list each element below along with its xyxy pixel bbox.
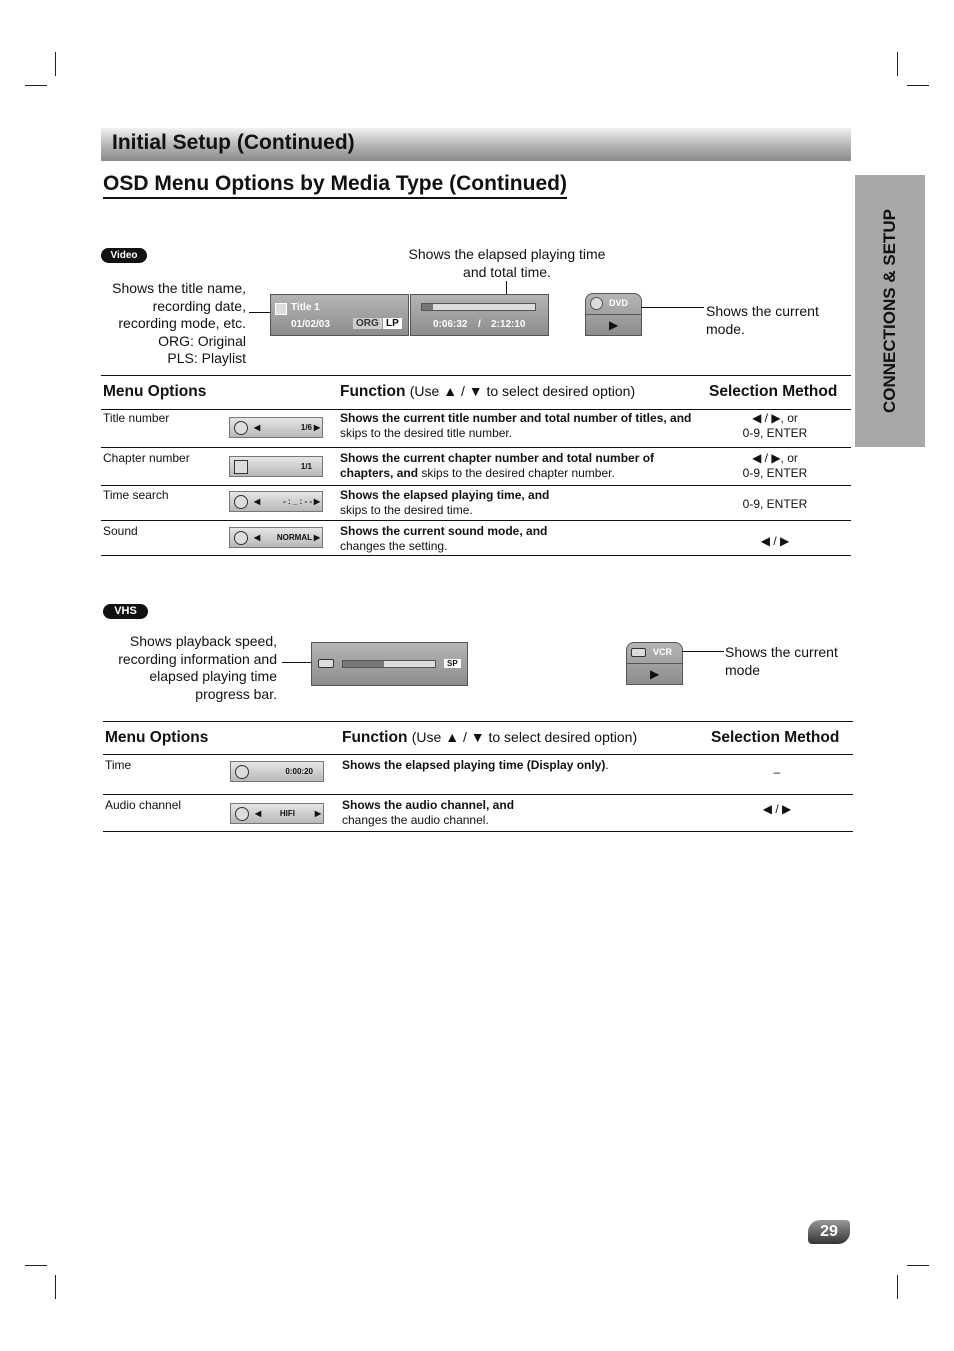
page-title: OSD Menu Options by Media Type (Continued)	[103, 172, 567, 199]
crop-mark	[25, 1265, 47, 1266]
selection-audio-channel	[717, 802, 837, 817]
note-line: Shows the current	[725, 644, 838, 660]
col-header-menu-options: Menu Options	[103, 383, 207, 400]
function-chapter-number	[340, 451, 695, 481]
table-rule	[101, 409, 851, 410]
time-search-osd	[229, 491, 323, 512]
note-line: PLS: Playlist	[167, 350, 246, 366]
function-bold: Shows the current sound mode, and	[340, 524, 548, 538]
option-time-search: Time search	[103, 488, 169, 502]
page-number: 29	[808, 1220, 850, 1244]
note-line: recording mode, etc.	[118, 315, 246, 331]
chapter-icon	[234, 460, 248, 474]
note-line: ORG: Original	[158, 332, 246, 349]
vhs-note-right	[725, 644, 850, 679]
function-sound	[340, 524, 695, 554]
function-bold: Shows the current title number and total number of titles, and	[340, 411, 692, 425]
function-bold: Shows the audio channel, and	[342, 798, 515, 812]
progress-track	[342, 660, 436, 668]
osd-org-tag: ORG	[353, 318, 382, 329]
selection-time	[717, 765, 837, 780]
title-icon	[234, 421, 248, 435]
osd-title: Title 1	[291, 302, 320, 313]
media-label: VCR	[653, 647, 673, 657]
selection-line: 0-9, ENTER	[742, 497, 808, 511]
selection-line: ◀ / ▶	[762, 802, 792, 816]
table-rule	[101, 447, 851, 448]
function-audio-channel	[342, 798, 697, 828]
divider	[627, 663, 682, 664]
selection-line: ◀ / ▶	[760, 534, 790, 548]
option-chapter-number: Chapter number	[103, 451, 190, 465]
osd-value: HIFI	[279, 809, 295, 818]
osd-date: 01/02/03	[291, 319, 330, 330]
note-line: mode.	[706, 320, 745, 337]
progress-fill	[343, 661, 384, 667]
osd-value: 1/1	[300, 462, 312, 471]
callout-line	[641, 307, 704, 308]
crop-mark	[25, 85, 47, 86]
right-arrow-icon: ▶	[313, 423, 320, 432]
speaker-icon	[234, 531, 248, 545]
note-line: progress bar.	[195, 685, 277, 702]
selection-line: ◀ / ▶, or	[752, 451, 798, 465]
function-plain: changes the audio channel.	[342, 813, 489, 827]
col-header-function	[340, 383, 635, 401]
section-title: Initial Setup (Continued)	[112, 131, 355, 154]
function-title-number	[340, 411, 695, 441]
side-tab	[855, 175, 925, 447]
note-line: Shows the current	[706, 303, 819, 319]
note-line: recording information and	[118, 650, 277, 667]
time-osd	[230, 761, 324, 782]
video-note-right	[706, 303, 846, 338]
col-header-selection-method: Selection Method	[709, 383, 838, 400]
function-plain: skips to the desired chapter number.	[418, 466, 615, 480]
callout-line	[249, 312, 271, 313]
col-header-selection-method: Selection Method	[711, 729, 840, 746]
vhs-badge: VHS	[103, 604, 148, 619]
osd-value: NORMAL	[276, 533, 312, 542]
function-plain: skips to the desired time.	[340, 503, 473, 517]
right-arrow-icon: ▶	[314, 809, 321, 818]
function-plain: changes the setting.	[340, 539, 448, 553]
selection-line: 0-9, ENTER	[742, 466, 808, 480]
note-line: mode	[725, 661, 761, 678]
audio-channel-osd	[230, 803, 324, 824]
title-osd-panel	[270, 294, 409, 336]
left-arrow-icon: ◀	[254, 533, 261, 542]
function-label: Function	[340, 383, 406, 400]
function-hint: (Use ▲ / ▼ to select desired option)	[409, 383, 636, 399]
note-line: Shows playback speed,	[129, 633, 277, 649]
left-arrow-icon: ◀	[255, 809, 262, 818]
sound-osd	[229, 527, 323, 548]
note-line: and total time.	[463, 263, 551, 280]
table-rule	[101, 485, 851, 486]
clock-icon	[234, 495, 248, 509]
clock-icon	[235, 765, 249, 779]
table-rule	[101, 375, 851, 376]
osd-mode-tag: LP	[383, 318, 402, 329]
left-arrow-icon: ◀	[254, 497, 261, 506]
clapper-icon	[275, 303, 287, 315]
function-time	[342, 758, 697, 773]
crop-mark	[897, 1275, 898, 1299]
col-header-function	[342, 729, 637, 747]
callout-line	[682, 651, 724, 652]
osd-value: 1/6	[300, 423, 312, 432]
section-header	[101, 128, 851, 161]
play-icon: ▶	[650, 667, 660, 681]
progress-track	[421, 303, 536, 311]
play-icon: ▶	[609, 318, 619, 332]
crop-mark	[907, 85, 929, 86]
time-osd-panel	[410, 294, 549, 336]
col-header-menu-options: Menu Options	[105, 729, 209, 746]
callout-line	[282, 662, 311, 663]
selection-line: 0-9, ENTER	[742, 426, 808, 440]
function-time-search	[340, 488, 695, 518]
dvd-mode-panel	[585, 293, 642, 336]
osd-value: - : _ : - -	[283, 497, 312, 506]
osd-elapsed: 0:06:32	[433, 319, 468, 330]
vhs-osd-panel	[311, 642, 468, 686]
osd-value: 0:00:20	[285, 767, 313, 776]
video-badge: Video	[101, 248, 147, 263]
table-rule	[103, 831, 853, 832]
note-line: recording date,	[152, 297, 246, 314]
option-time: Time	[105, 758, 132, 772]
option-title-number: Title number	[103, 411, 170, 425]
disc-icon	[590, 297, 603, 310]
table-rule	[101, 520, 851, 521]
function-bold: Shows the current chapter number and total number of chapters, and	[340, 451, 655, 480]
right-arrow-icon: ▶	[313, 533, 320, 542]
vhs-note-left	[70, 633, 277, 703]
function-bold: Shows the elapsed playing time (Display only)	[342, 758, 606, 772]
function-plain: .	[605, 758, 609, 772]
video-note-left	[60, 280, 246, 368]
cassette-icon	[631, 648, 646, 657]
side-tab-label: CONNECTIONS & SETUP	[880, 208, 899, 414]
osd-sep: /	[478, 319, 481, 330]
divider	[586, 314, 641, 315]
osd-total: 2:12:10	[491, 319, 526, 330]
option-audio-channel: Audio channel	[105, 798, 182, 812]
chapter-number-osd	[229, 456, 323, 477]
progress-fill	[422, 304, 433, 310]
selection-chapter-number	[715, 451, 835, 481]
crop-mark	[907, 1265, 929, 1266]
table-rule	[103, 794, 853, 795]
headphones-icon	[235, 807, 249, 821]
note-line: Shows the elapsed playing time	[408, 246, 606, 262]
selection-time-search	[715, 497, 835, 512]
table-rule	[101, 555, 851, 556]
table-rule	[103, 754, 853, 755]
function-hint: (Use ▲ / ▼ to select desired option)	[411, 729, 638, 745]
crop-mark	[55, 1275, 56, 1299]
function-bold: Shows the elapsed playing time, and	[340, 488, 550, 502]
selection-title-number	[715, 411, 835, 441]
crop-mark	[897, 52, 898, 76]
title-number-osd	[229, 417, 323, 438]
video-note-top	[400, 246, 614, 281]
left-arrow-icon: ◀	[254, 423, 261, 432]
table-rule	[103, 721, 853, 722]
crop-mark	[55, 52, 56, 76]
selection-line: –	[773, 765, 781, 779]
option-sound: Sound	[103, 524, 138, 538]
media-label: DVD	[609, 298, 629, 308]
function-label: Function	[342, 729, 408, 746]
selection-line: ◀ / ▶, or	[752, 411, 798, 425]
function-plain: skips to the desired title number.	[340, 426, 513, 440]
osd-speed-tag: SP	[444, 659, 461, 668]
note-line: Shows the title name,	[112, 280, 246, 296]
vcr-mode-panel	[626, 642, 683, 685]
cassette-icon	[318, 659, 334, 668]
selection-sound	[715, 534, 835, 549]
right-arrow-icon: ▶	[313, 497, 320, 506]
note-line: elapsed playing time	[149, 668, 277, 684]
